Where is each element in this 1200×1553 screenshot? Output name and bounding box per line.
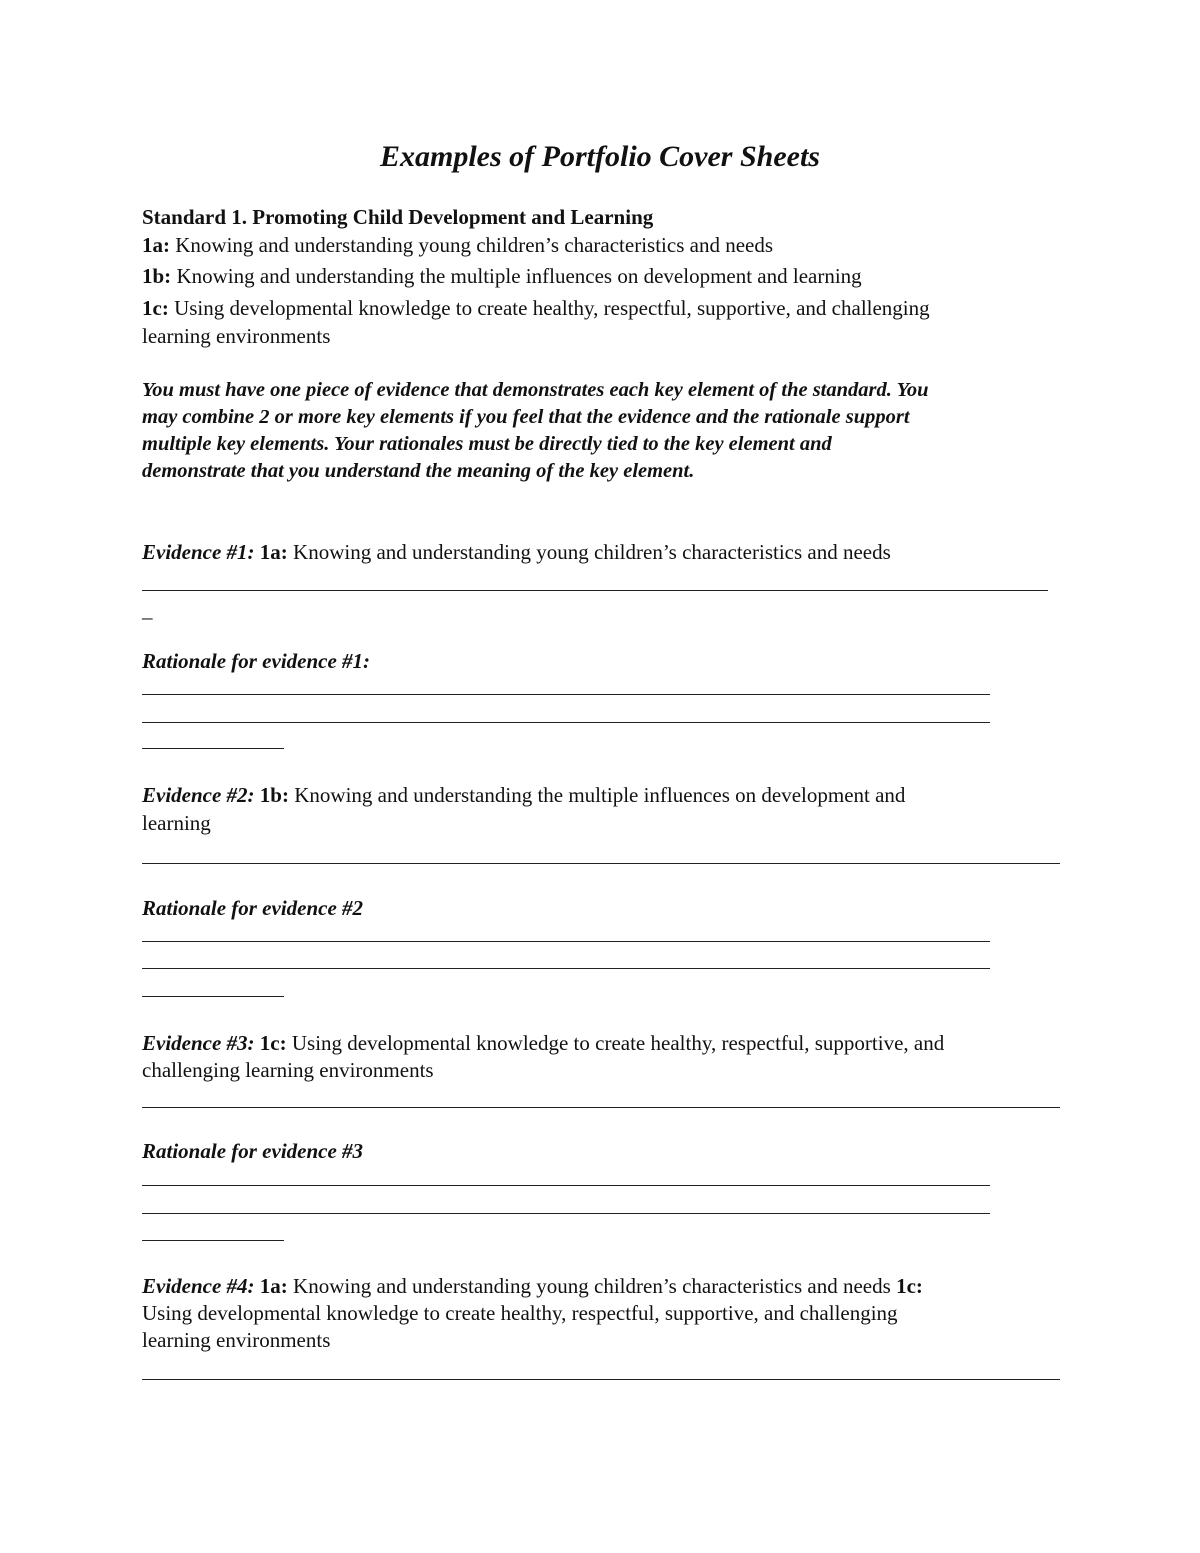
evidence-label: Evidence #2:	[142, 783, 255, 807]
rationale-3-line[interactable]	[142, 1213, 990, 1214]
evidence-code: 1a:	[259, 1274, 288, 1298]
evidence-2-answer-line[interactable]	[142, 863, 1060, 864]
evidence-label: Evidence #1:	[142, 540, 255, 564]
evidence-4-text-continued: learning environments	[142, 1328, 331, 1352]
page-title: Examples of Portfolio Cover Sheets	[380, 140, 820, 173]
evidence-text: Knowing and understanding young children’s characteristics and needs	[293, 1274, 891, 1298]
evidence-4-text-continued: Using developmental knowledge to create healthy, respectful, supportive, and challenging	[142, 1301, 898, 1325]
evidence-4-heading	[142, 1274, 923, 1299]
element-code: 1a:	[142, 233, 170, 257]
rationale-1-line[interactable]	[142, 722, 990, 723]
element-1c	[142, 296, 930, 321]
evidence-code: 1c:	[259, 1031, 287, 1055]
evidence-code-2: 1c:	[896, 1274, 923, 1298]
evidence-text: Knowing and understanding the multiple influences on development and	[294, 783, 906, 807]
evidence-4-answer-line[interactable]	[142, 1379, 1060, 1380]
evidence-label: Evidence #3:	[142, 1031, 255, 1055]
evidence-text: Using developmental knowledge to create healthy, respectful, supportive, and	[291, 1031, 945, 1055]
element-text: Knowing and understanding the multiple influences on development and learning	[176, 264, 862, 288]
instructions	[142, 377, 1072, 485]
evidence-1-heading	[142, 540, 891, 565]
rationale-2-line[interactable]	[142, 941, 990, 942]
evidence-1-answer-line[interactable]	[142, 590, 1048, 591]
evidence-3-text-continued: challenging learning environments	[142, 1058, 434, 1082]
rationale-1-line[interactable]	[142, 694, 990, 695]
evidence-label: Evidence #4:	[142, 1274, 255, 1298]
rationale-3-line[interactable]	[142, 1240, 284, 1241]
instructions-line: demonstrate that you understand the meaning of the key element.	[142, 460, 695, 482]
element-text: Using developmental knowledge to create healthy, respectful, supportive, and challenging	[174, 296, 930, 320]
element-text: Knowing and understanding young children’s characteristics and needs	[175, 233, 774, 257]
element-1c-continued: learning environments	[142, 324, 331, 348]
instructions-line: You must have one piece of evidence that demonstrates each key element of the standard. You	[142, 379, 929, 401]
rationale-2-line[interactable]	[142, 968, 990, 969]
evidence-text: Knowing and understanding young children’s characteristics and needs	[293, 540, 891, 564]
rationale-2-line[interactable]	[142, 996, 284, 997]
rationale-3-label: Rationale for evidence #3	[142, 1139, 364, 1163]
evidence-code: 1a:	[259, 540, 288, 564]
rationale-1-label: Rationale for evidence #1:	[142, 649, 371, 673]
evidence-1-overflow-mark: _	[142, 598, 153, 622]
rationale-1-line[interactable]	[142, 748, 284, 749]
rationale-2-label: Rationale for evidence #2	[142, 896, 364, 920]
element-1b	[142, 264, 862, 289]
element-code: 1c:	[142, 296, 169, 320]
rationale-3-line[interactable]	[142, 1185, 990, 1186]
evidence-2-heading	[142, 783, 905, 808]
evidence-code: 1b:	[259, 783, 289, 807]
standard-heading: Standard 1. Promoting Child Development and Learning	[142, 205, 654, 229]
evidence-3-heading	[142, 1031, 944, 1056]
instructions-line: may combine 2 or more key elements if you feel that the evidence and the rationale support	[142, 406, 910, 428]
evidence-2-text-continued: learning	[142, 811, 211, 835]
evidence-3-answer-line[interactable]	[142, 1107, 1060, 1108]
element-code: 1b:	[142, 264, 172, 288]
element-1a	[142, 233, 773, 258]
instructions-line: multiple key elements. Your rationales must be directly tied to the key element and	[142, 433, 832, 455]
